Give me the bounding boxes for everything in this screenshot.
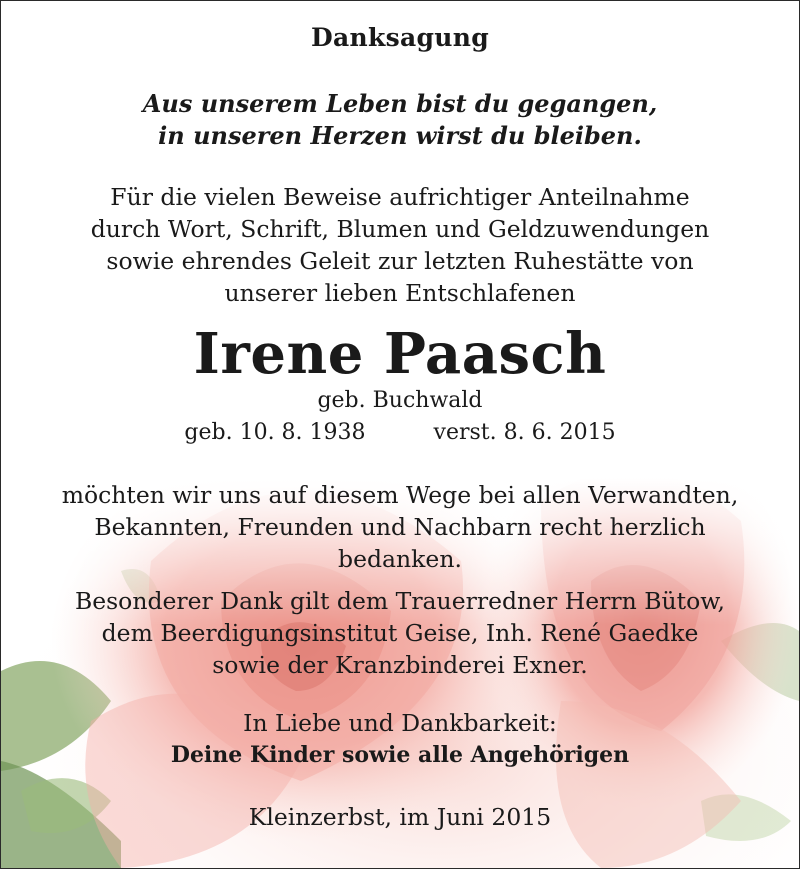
special-thanks-line: dem Beerdigungsinstitut Geise, Inh. René Gaedke — [101, 619, 699, 647]
notice-heading: Danksagung — [311, 23, 489, 52]
special-thanks-line: Besonderer Dank gilt dem Trauerredner Herrn Bütow, — [74, 587, 726, 615]
death-date: verst. 8. 6. 2015 — [433, 420, 616, 445]
verse-line: in unseren Herzen wirst du bleiben. — [158, 121, 642, 150]
intro-line: Für die vielen Beweise aufrichtiger Anteilnahme — [110, 183, 690, 211]
thanks-line: bedanken. — [338, 545, 462, 573]
thanks-line: möchten wir uns auf diesem Wege bei allen Verwandten, — [61, 481, 739, 509]
deceased-name: Irene Paasch — [193, 321, 607, 387]
signature: Deine Kinder sowie alle Angehörigen — [170, 742, 630, 768]
intro-line: durch Wort, Schrift, Blumen und Geldzuwendungen — [90, 215, 710, 243]
maiden-name: geb. Buchwald — [317, 388, 483, 413]
intro-line: unserer lieben Entschlafenen — [224, 279, 576, 307]
verse-line: Aus unserem Leben bist du gegangen, — [142, 89, 658, 118]
life-dates — [1, 417, 799, 449]
thanks-line: Bekannten, Freunden und Nachbarn recht herzlich — [94, 513, 706, 541]
closing-line: In Liebe und Dankbarkeit: — [243, 709, 557, 737]
intro-line: sowie ehrendes Geleit zur letzten Ruhestätte von — [106, 247, 694, 275]
special-thanks-line: sowie der Kranzbinderei Exner. — [212, 651, 588, 679]
place-date: Kleinzerbst, im Juni 2015 — [248, 803, 552, 831]
birth-date: geb. 10. 8. 1938 — [184, 420, 366, 445]
